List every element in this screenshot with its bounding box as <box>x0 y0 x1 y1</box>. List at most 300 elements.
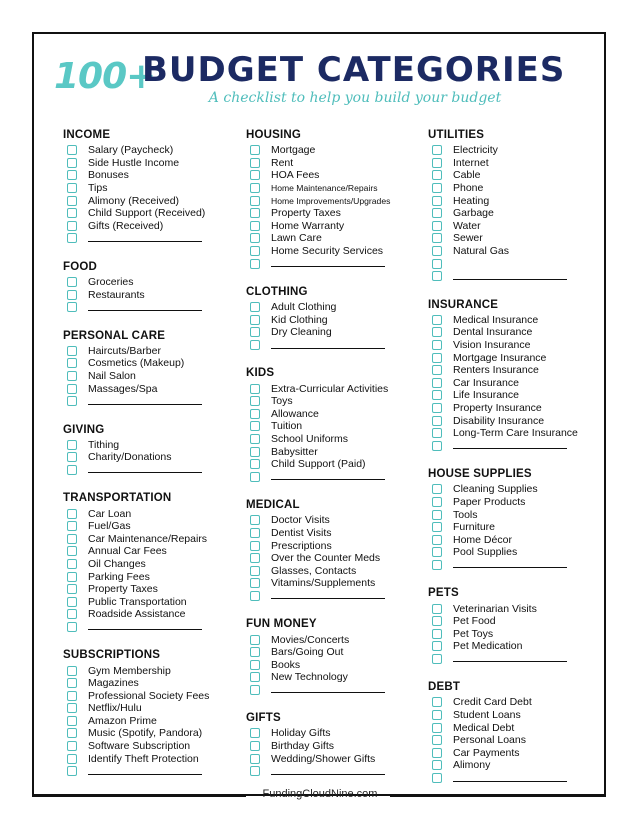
checklist-item-label: Pet Food <box>453 615 496 628</box>
checkbox[interactable] <box>67 384 77 394</box>
checklist-item-label: Medical Debt <box>453 721 515 734</box>
checkbox[interactable] <box>432 484 442 494</box>
blank-checklist-item <box>246 684 426 697</box>
checklist-item <box>428 533 608 546</box>
checklist-item-label: Tools <box>453 508 478 521</box>
checkbox[interactable] <box>67 396 77 406</box>
category-title: INSURANCE <box>428 298 499 311</box>
category-title: FOOD <box>63 260 98 273</box>
checklist-item <box>246 577 426 590</box>
checkbox[interactable] <box>67 145 77 155</box>
write-in-line[interactable] <box>88 302 202 311</box>
checkbox[interactable] <box>432 196 442 206</box>
blank-checklist-item <box>428 270 608 283</box>
checkbox[interactable] <box>67 754 77 764</box>
checklist-item-label: Pet Medication <box>453 640 523 653</box>
checklist-item <box>246 408 426 421</box>
category-title: MEDICAL <box>246 499 300 512</box>
checklist-item <box>246 727 426 740</box>
checklist-item <box>63 345 243 358</box>
checklist-item <box>63 288 243 301</box>
checkbox[interactable] <box>250 233 260 243</box>
checklist-item-label: Bars/Going Out <box>271 646 344 659</box>
category-title: HOUSE SUPPLIES <box>428 468 532 481</box>
checkbox[interactable] <box>67 183 77 193</box>
checklist-item-label: Roadside Assistance <box>88 608 186 621</box>
checklist-item <box>428 169 608 182</box>
checkbox[interactable] <box>250 145 260 155</box>
checkbox[interactable] <box>432 183 442 193</box>
checkbox[interactable] <box>67 572 77 582</box>
checklist-item-label: Books <box>271 658 301 671</box>
checklist-item-label: Tips <box>88 182 108 195</box>
checklist-item <box>428 734 608 747</box>
blank-checklist-item <box>63 232 243 245</box>
checkbox[interactable] <box>432 340 442 350</box>
checklist-item-label: Paper Products <box>453 495 526 508</box>
checkbox[interactable] <box>67 534 77 544</box>
checkbox[interactable] <box>432 735 442 745</box>
checklist-item <box>246 326 426 339</box>
checklist-item <box>246 182 426 195</box>
checkbox[interactable] <box>250 685 260 695</box>
checkbox[interactable] <box>432 327 442 337</box>
checklist-item-label: Car Insurance <box>453 376 519 389</box>
checkbox[interactable] <box>250 741 260 751</box>
write-in-line[interactable] <box>88 233 202 242</box>
category-title: PERSONAL CARE <box>63 329 166 342</box>
blank-checklist-item <box>63 395 243 408</box>
write-in-line[interactable] <box>453 773 567 782</box>
write-in-line[interactable] <box>453 271 567 280</box>
write-in-line[interactable] <box>271 471 385 480</box>
checkbox[interactable] <box>432 510 442 520</box>
checklist-item <box>246 527 426 540</box>
checkbox[interactable] <box>432 710 442 720</box>
checkbox[interactable] <box>250 766 260 776</box>
checkbox[interactable] <box>67 277 77 287</box>
checklist-item <box>428 508 608 521</box>
checklist-item-label: Movies/Concerts <box>271 633 350 646</box>
write-in-line[interactable] <box>88 396 202 405</box>
checklist-item <box>246 539 426 552</box>
footer-website[interactable]: FundingCloudNine.com <box>262 788 378 800</box>
checklist-item <box>246 740 426 753</box>
checklist-item <box>246 445 426 458</box>
checklist-item <box>63 740 243 753</box>
checkbox[interactable] <box>67 452 77 462</box>
checklist-item-label: Magazines <box>88 677 139 690</box>
checklist-item <box>246 420 426 433</box>
column-3 <box>428 128 608 784</box>
category-income <box>63 128 243 245</box>
checkbox[interactable] <box>250 396 260 406</box>
write-in-line[interactable] <box>271 766 385 775</box>
checkbox[interactable] <box>67 622 77 632</box>
checklist-item-label: Haircuts/Barber <box>88 344 161 357</box>
checklist-item-label: Phone <box>453 182 484 195</box>
checklist-item <box>428 377 608 390</box>
write-in-line[interactable] <box>271 258 385 267</box>
checkbox[interactable] <box>250 340 260 350</box>
checkbox[interactable] <box>67 465 77 475</box>
checklist-item-label: Electricity <box>453 144 498 157</box>
checkbox[interactable] <box>67 158 77 168</box>
checklist-item <box>246 301 426 314</box>
category-debt <box>428 680 608 784</box>
checklist-item-label: Amazon Prime <box>88 714 157 727</box>
checkbox[interactable] <box>250 728 260 738</box>
checklist-item <box>246 157 426 170</box>
checklist-item <box>246 514 426 527</box>
checklist-item-label: Parking Fees <box>88 570 150 583</box>
checkbox[interactable] <box>67 170 77 180</box>
category-title: GIFTS <box>246 712 281 725</box>
checklist-item <box>428 496 608 509</box>
checklist-item-label: Holiday Gifts <box>271 727 331 740</box>
checkbox[interactable] <box>67 546 77 556</box>
checkbox[interactable] <box>432 535 442 545</box>
checklist-item-label: Car Payments <box>453 746 520 759</box>
checkbox[interactable] <box>67 221 77 231</box>
write-in-line[interactable] <box>88 766 202 775</box>
category-title: HOUSING <box>246 129 302 141</box>
checklist-item-label: Garbage <box>453 207 494 220</box>
checkbox[interactable] <box>432 378 442 388</box>
checkbox[interactable] <box>67 728 77 738</box>
category-title: DEBT <box>428 681 461 694</box>
checkbox[interactable] <box>432 365 442 375</box>
checkbox[interactable] <box>67 302 77 312</box>
write-in-line[interactable] <box>88 621 202 630</box>
checkbox[interactable] <box>432 560 442 570</box>
checkbox[interactable] <box>250 384 260 394</box>
checklist-item <box>63 570 243 583</box>
checklist-item-label: Charity/Donations <box>88 451 172 464</box>
checklist-item-label: Tuition <box>271 420 303 433</box>
checklist-item-label: Car Loan <box>88 507 132 520</box>
checkbox[interactable] <box>432 604 442 614</box>
checkbox[interactable] <box>432 522 442 532</box>
checklist-item <box>428 747 608 760</box>
checklist-item-label: Tithing <box>88 438 120 451</box>
checklist-item-label: Over the Counter Meds <box>271 552 381 565</box>
checkbox[interactable] <box>67 358 77 368</box>
checkbox[interactable] <box>250 459 260 469</box>
checkbox[interactable] <box>67 559 77 569</box>
checklist-item <box>428 194 608 207</box>
checkbox[interactable] <box>250 421 260 431</box>
checkbox[interactable] <box>250 566 260 576</box>
checkbox[interactable] <box>67 208 77 218</box>
checklist-item <box>246 232 426 245</box>
write-in-line[interactable] <box>271 684 385 693</box>
checkbox[interactable] <box>250 515 260 525</box>
checklist-item <box>63 520 243 533</box>
checklist-item-label: Allowance <box>271 407 319 420</box>
checkbox[interactable] <box>250 672 260 682</box>
checkbox[interactable] <box>250 541 260 551</box>
checklist-item <box>246 245 426 258</box>
checklist-item <box>63 558 243 571</box>
checklist-item-label: Side Hustle Income <box>88 156 180 169</box>
write-in-line[interactable] <box>453 559 567 568</box>
checklist-item <box>246 395 426 408</box>
write-in-line[interactable] <box>271 590 385 599</box>
checklist-item <box>428 640 608 653</box>
checklist-item-label: Glasses, Contacts <box>271 564 357 577</box>
checklist-item-label: Netflix/Hulu <box>88 702 142 715</box>
category-title: CLOTHING <box>246 285 308 298</box>
write-in-line[interactable] <box>88 464 202 473</box>
checkbox[interactable] <box>67 691 77 701</box>
checklist-item <box>428 414 608 427</box>
checklist-item <box>246 207 426 220</box>
checkbox[interactable] <box>432 259 442 269</box>
checkbox[interactable] <box>432 641 442 651</box>
checklist-item <box>63 451 243 464</box>
checkbox[interactable] <box>250 591 260 601</box>
checkbox[interactable] <box>432 616 442 626</box>
checkbox[interactable] <box>432 353 442 363</box>
checkbox[interactable] <box>67 609 77 619</box>
checklist-item <box>63 357 243 370</box>
checklist-item <box>428 602 608 615</box>
checklist-item <box>428 759 608 772</box>
checklist-item <box>63 752 243 765</box>
checklist-item <box>428 182 608 195</box>
checkbox[interactable] <box>67 597 77 607</box>
checkbox[interactable] <box>250 447 260 457</box>
category-giving <box>63 423 243 477</box>
checklist-item-label: Public Transportation <box>88 595 187 608</box>
checkbox[interactable] <box>432 428 442 438</box>
checklist-item <box>63 715 243 728</box>
checkbox[interactable] <box>250 246 260 256</box>
checklist-item <box>63 702 243 715</box>
footer <box>0 782 640 808</box>
checkbox[interactable] <box>432 145 442 155</box>
checklist-item-label: Prescriptions <box>271 539 332 552</box>
checkbox[interactable] <box>67 741 77 751</box>
checklist-item <box>428 615 608 628</box>
checkbox[interactable] <box>432 547 442 557</box>
checklist-item <box>428 483 608 496</box>
checkbox[interactable] <box>250 553 260 563</box>
checkbox[interactable] <box>67 716 77 726</box>
checklist-item <box>246 314 426 327</box>
checkbox[interactable] <box>250 472 260 482</box>
checkbox[interactable] <box>432 170 442 180</box>
category-kids <box>246 366 426 483</box>
category-subscriptions <box>63 648 243 777</box>
checklist-item-label: Vision Insurance <box>453 339 531 352</box>
checklist-item-label: Identify Theft Protection <box>88 752 199 765</box>
checklist-item-label: Home Warranty <box>271 219 345 232</box>
checklist-item <box>63 664 243 677</box>
blank-checklist-item <box>428 257 608 270</box>
checklist-item-label: HOA Fees <box>271 169 320 182</box>
checkbox[interactable] <box>67 703 77 713</box>
checklist-item <box>63 545 243 558</box>
checkbox[interactable] <box>432 246 442 256</box>
checkbox[interactable] <box>250 170 260 180</box>
column-2 <box>246 128 426 778</box>
checklist-item <box>428 546 608 559</box>
checklist-item <box>63 608 243 621</box>
checklist-item-label: Dentist Visits <box>271 526 332 539</box>
checklist-item-label: Toys <box>271 395 293 408</box>
write-in-line[interactable] <box>453 440 567 449</box>
checklist-item-label: Professional Society Fees <box>88 689 210 702</box>
checkbox[interactable] <box>250 434 260 444</box>
checkbox[interactable] <box>250 183 260 193</box>
checklist-item <box>428 232 608 245</box>
checklist-item <box>63 727 243 740</box>
checkbox[interactable] <box>432 723 442 733</box>
checkbox[interactable] <box>432 390 442 400</box>
checkbox[interactable] <box>67 509 77 519</box>
checklist-item-label: Child Support (Paid) <box>271 458 366 471</box>
checkbox[interactable] <box>67 346 77 356</box>
checklist-item <box>428 521 608 534</box>
checklist-item <box>246 382 426 395</box>
category-fun-money <box>246 617 426 696</box>
checklist-item-label: Salary (Paycheck) <box>88 144 174 157</box>
checkbox[interactable] <box>432 629 442 639</box>
category-gifts <box>246 711 426 777</box>
category-personal-care <box>63 329 243 408</box>
checklist-item-label: Internet <box>453 156 489 169</box>
write-in-line[interactable] <box>453 653 567 662</box>
write-in-line[interactable] <box>271 340 385 349</box>
checklist-item <box>246 194 426 207</box>
category-title: TRANSPORTATION <box>63 492 172 505</box>
checkbox[interactable] <box>250 660 260 670</box>
checkbox[interactable] <box>67 766 77 776</box>
checkbox[interactable] <box>432 158 442 168</box>
category-food <box>63 260 243 314</box>
checklist-item <box>428 314 608 327</box>
checklist-item <box>428 364 608 377</box>
checklist-item <box>428 326 608 339</box>
checkbox[interactable] <box>250 578 260 588</box>
blank-checklist-item <box>246 339 426 352</box>
checklist-item-label: Furniture <box>453 521 496 534</box>
checkbox[interactable] <box>250 302 260 312</box>
checklist-item-label: Vitamins/Supplements <box>271 577 376 590</box>
checkbox[interactable] <box>250 221 260 231</box>
checklist-item-label: Annual Car Fees <box>88 545 167 558</box>
checkbox[interactable] <box>67 584 77 594</box>
checkbox[interactable] <box>432 416 442 426</box>
checkbox[interactable] <box>432 654 442 664</box>
checkbox[interactable] <box>432 271 442 281</box>
checkbox[interactable] <box>250 208 260 218</box>
checklist-item-label: Mortgage <box>271 144 316 157</box>
checkbox[interactable] <box>432 221 442 231</box>
checklist-item-label: Medical Insurance <box>453 313 539 326</box>
checkbox[interactable] <box>250 409 260 419</box>
checklist-item <box>63 169 243 182</box>
checklist-item <box>63 220 243 233</box>
checklist-item <box>63 595 243 608</box>
checklist-item <box>428 144 608 157</box>
checklist-item-label: Credit Card Debt <box>453 696 532 709</box>
checkbox[interactable] <box>250 647 260 657</box>
checkbox[interactable] <box>67 233 77 243</box>
checklist-item-label: Gifts (Received) <box>88 219 164 232</box>
checklist-item <box>428 427 608 440</box>
blank-checklist-item <box>428 653 608 666</box>
checklist-item-label: Home Décor <box>453 533 512 546</box>
checkbox[interactable] <box>67 371 77 381</box>
checklist-item-label: Restaurants <box>88 288 145 301</box>
checkbox[interactable] <box>432 497 442 507</box>
checklist-item-label: Heating <box>453 194 490 207</box>
checkbox[interactable] <box>432 748 442 758</box>
checklist-item-label: Property Taxes <box>271 207 341 220</box>
category-title: KIDS <box>246 367 275 380</box>
checkbox[interactable] <box>250 528 260 538</box>
checklist-item <box>63 677 243 690</box>
checklist-item-label: Massages/Spa <box>88 382 158 395</box>
checkbox[interactable] <box>250 196 260 206</box>
checkbox[interactable] <box>432 441 442 451</box>
checkbox[interactable] <box>250 259 260 269</box>
checkbox[interactable] <box>67 666 77 676</box>
checkbox[interactable] <box>67 196 77 206</box>
category-title: INCOME <box>63 129 111 141</box>
checklist-item <box>63 194 243 207</box>
checklist-item-label: Wedding/Shower Gifts <box>271 752 376 765</box>
checklist-item <box>428 696 608 709</box>
blank-checklist-item <box>63 621 243 634</box>
checkbox[interactable] <box>67 290 77 300</box>
checkbox[interactable] <box>250 315 260 325</box>
checkbox[interactable] <box>432 403 442 413</box>
checkbox[interactable] <box>432 315 442 325</box>
checkbox[interactable] <box>250 754 260 764</box>
checkbox[interactable] <box>250 327 260 337</box>
checklist-item <box>63 583 243 596</box>
checklist-item-label: Cable <box>453 169 481 182</box>
category-title: GIVING <box>63 423 105 436</box>
checkbox[interactable] <box>432 760 442 770</box>
column-1 <box>63 128 243 778</box>
checklist-item-label: Car Maintenance/Repairs <box>88 532 208 545</box>
checklist-item-label: Renters Insurance <box>453 364 539 377</box>
blank-checklist-item <box>428 439 608 452</box>
checkbox[interactable] <box>67 521 77 531</box>
checkbox[interactable] <box>67 678 77 688</box>
checkbox[interactable] <box>432 233 442 243</box>
checklist-item-label: Disability Insurance <box>453 414 545 427</box>
checklist-item <box>428 157 608 170</box>
category-utilities <box>428 128 608 283</box>
checkbox[interactable] <box>250 158 260 168</box>
checkbox[interactable] <box>67 440 77 450</box>
checklist-item-label: Gym Membership <box>88 664 171 677</box>
checkbox[interactable] <box>250 635 260 645</box>
checkbox[interactable] <box>432 208 442 218</box>
checklist-item-label: Life Insurance <box>453 389 519 402</box>
checkbox[interactable] <box>432 697 442 707</box>
checklist-item-label: Birthday Gifts <box>271 740 335 753</box>
checklist-item-label: Pet Toys <box>453 627 494 640</box>
checklist-item-label: Home Improvements/Upgrades <box>271 195 391 206</box>
checklist-item <box>428 351 608 364</box>
